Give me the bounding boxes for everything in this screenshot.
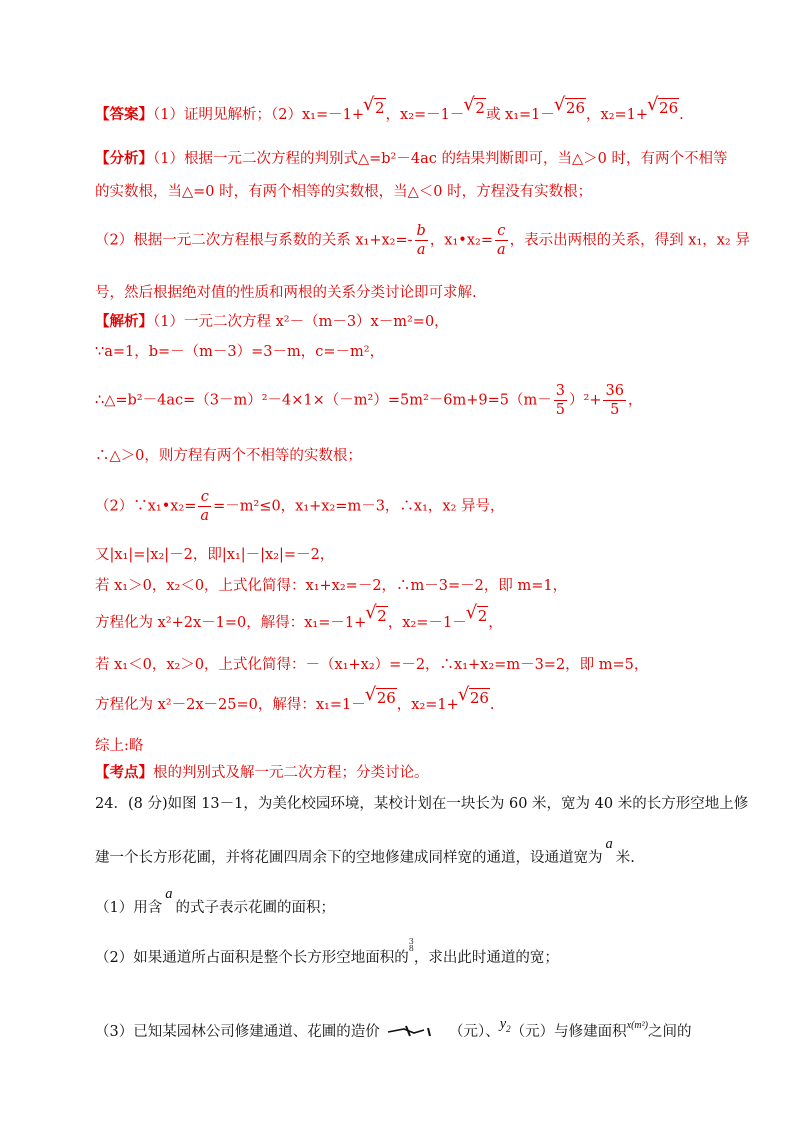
- analysis-tag: 【分析】: [95, 150, 153, 167]
- fraction-c-over-a: $\frac{c}{a}$: [497, 223, 506, 258]
- answer-part4: ，x₂=1+: [586, 107, 649, 123]
- y1-formula-glyph: [384, 1023, 434, 1041]
- answer-part2: ，x₂=－1－: [385, 107, 465, 123]
- answer-part1: （1）证明见解析；（2）x₁=－1+: [153, 107, 364, 123]
- fraction-3-over-8: 3 8: [408, 937, 414, 953]
- fraction-3-over-5: $\frac{3}{5}$: [555, 383, 566, 418]
- solution-line-7: 若 x₁＞0，x₂＜0，上式化简得：x₁+x₂=－2，∴m－3=－2，即 m=1，: [95, 578, 568, 594]
- solution-summary: 综上:略: [95, 738, 144, 754]
- fraction-b-over-a: $\frac{b}{a}$: [416, 223, 426, 258]
- solution-line-6: 又|x₁|=|x₂|－2，即|x₁|－|x₂|=－2，: [95, 547, 335, 563]
- solution-line-1: 【解析】（1）一元二次方程 x²－（m－3）x－m²=0，: [95, 313, 449, 330]
- sqrt-2: √ 2: [365, 98, 386, 119]
- solution-line-2: ∵a=1，b=－（m－3）=3－m，c=－m²，: [95, 344, 385, 360]
- variable-x-m2: x(m²): [626, 1020, 648, 1031]
- solution-line-8: 方程化为 x²+2x－1=0，解得：x₁=－1+√ 2，x₂=－1－√ 2，: [95, 612, 503, 633]
- solution-line-5: （2）∵x₁•x₂= $\frac{c}{a}$ =－m²≤0，x₁+x₂=m－3，∴x₁，x₂ 异号，: [95, 489, 505, 524]
- sqrt-26: √ 26: [460, 688, 490, 709]
- solution-line-9: 若 x₁＜0，x₂＞0，上式化简得：－（x₁+x₂）=－2，∴x₁+x₂=m－3=2，即 m=5，: [95, 657, 649, 673]
- solution-line-4: ∴△＞0，则方程有两个不相等的实数根；: [95, 448, 362, 464]
- question-2: （2）如果通道所占面积是整个长方形空地面积的 3 8 ，求出此时通道的宽；: [95, 937, 559, 966]
- problem-24-line-1: 24．(8 分)如图 13－1，为美化校园环境，某校计划在一块长为 60 米，宽为 40 米的长方形空地上修: [95, 796, 749, 812]
- variable-a: a: [605, 836, 613, 852]
- answer-tag: 【答案】: [95, 106, 153, 123]
- fraction-36-over-5: $\frac{36}{5}$: [605, 383, 624, 418]
- question-1: （1）用含a的式子表示花圃的面积；: [95, 886, 335, 916]
- sqrt-26: √ 26: [367, 688, 397, 709]
- variable-a: a: [165, 886, 173, 902]
- sqrt-2: √ 2: [465, 98, 486, 119]
- answer-part5: .: [679, 107, 684, 123]
- answer-line: [95, 99, 684, 125]
- analysis-line-3: （2）根据一元二次方程根与系数的关系 x₁+x₂=- $\frac{b}{a}$ ，x₁•x₂= $\frac{c}{a}$ ，表示出两根的关系，得到 x₁，x₂ 异: [95, 223, 750, 258]
- analysis-line-2: 的实数根，当△=0 时，有两个相等的实数根，当△＜0 时，方程没有实数根；: [95, 184, 593, 200]
- analysis-line-4: 号，然后根据绝对值的性质和两根的关系分类讨论即可求解.: [95, 285, 477, 301]
- sqrt-2: √ 2: [367, 606, 388, 627]
- problem-24-line-2: 建一个长方形花圃，并将花圃四周余下的空地修建成同样宽的通道，设通道宽为a米.: [95, 836, 635, 866]
- sqrt-26: √ 26: [556, 98, 586, 119]
- sqrt-26: √ 26: [649, 98, 679, 119]
- fraction-c-over-a: $\frac{c}{a}$: [200, 489, 210, 524]
- sqrt-2: √ 2: [468, 606, 489, 627]
- analysis-text-1: （1）根据一元二次方程的判别式△=b²－4ac 的结果判断即可，当△＞0 时，有两个不相等: [153, 151, 728, 167]
- analysis-line-1: [95, 149, 727, 169]
- kaodian-text: 根的判别式及解一元二次方程；分类讨论。: [153, 765, 429, 781]
- solution-line-3: ∴△=b²－4ac=（3－m）²－4×1×（－m²）=5m²－6m+9=5（m－ $\frac{3}{5}$ ）²+ $\frac{36}{5}$ ，: [95, 383, 643, 418]
- kaodian-tag: 【考点】: [95, 764, 153, 781]
- kaodian-line: [95, 763, 429, 783]
- question-3: （3）已知某园林公司修建通道、花圃的造价 （元）、$y_2$（元）与修建面积$^{x(m^2)}$之间的: [95, 1016, 692, 1040]
- solution-line-10: 方程化为 x²－2x－25=0，解得：x₁=1－√ 26，x₂=1+√ 26.: [95, 694, 495, 715]
- solution-tag: 【解析】: [95, 313, 153, 330]
- answer-part3: 或 x₁=1－: [485, 107, 555, 123]
- variable-y2: $y_2$: [499, 1016, 511, 1034]
